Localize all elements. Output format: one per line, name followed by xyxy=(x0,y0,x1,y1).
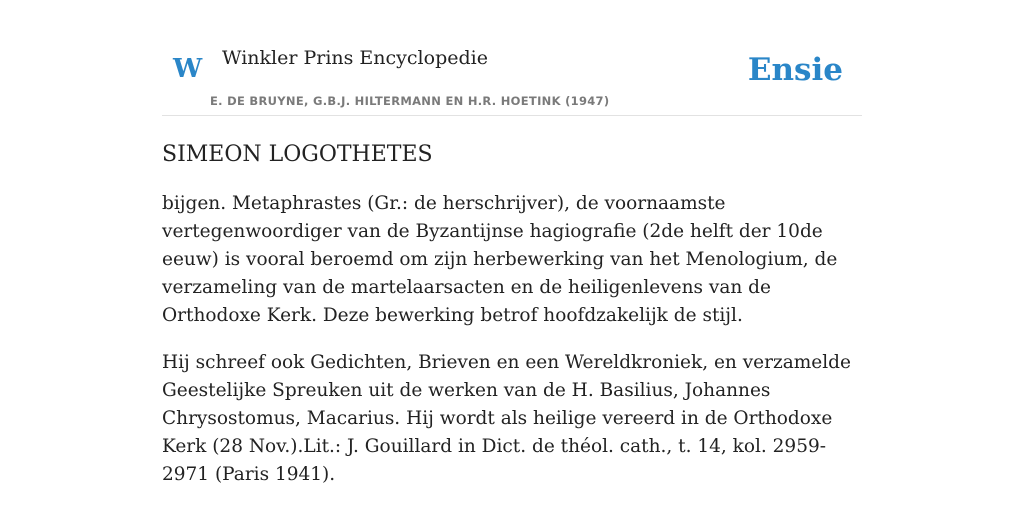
page xyxy=(162,0,862,508)
source-header xyxy=(162,0,862,116)
ensie-logo[interactable]: Ensie xyxy=(747,52,843,88)
entry-title: SIMEON LOGOTHETES xyxy=(162,142,433,167)
source-authors: E. DE BRUYNE, G.B.J. HILTERMANN EN H.R. HOETINK (1947) xyxy=(210,94,610,108)
winkler-prins-logo[interactable]: W xyxy=(173,54,203,84)
entry-body xyxy=(162,190,862,489)
entry-paragraph: bijgen. Metaphrastes (Gr.: de herschrijver), de voornaamste vertegenwoordiger van de Byzantijnse hagiografie (2de helft der 10de eeuw) is vooral beroemd om zijn herbewerking van het Menologium, de verzameling van de martelaarsacten en de heiligenlevens van de Orthodoxe Kerk. Deze bewerking betrof hoofdzakelijk de stijl. xyxy=(162,193,838,326)
entry-paragraph: Hij schreef ook Gedichten, Brieven en een Wereldkroniek, en verzamelde Geestelijke Spreuken uit de werken van de H. Basilius, Johannes Chrysostomus, Macarius. Hij wordt als heilige vereerd in de Orthodoxe Kerk (28 Nov.).Lit.: J. Gouillard in Dict. de théol. cath., t. 14, kol. 2959-2971 (Paris 1941). xyxy=(162,352,851,485)
source-title-link[interactable]: Winkler Prins Encyclopedie xyxy=(222,47,488,69)
